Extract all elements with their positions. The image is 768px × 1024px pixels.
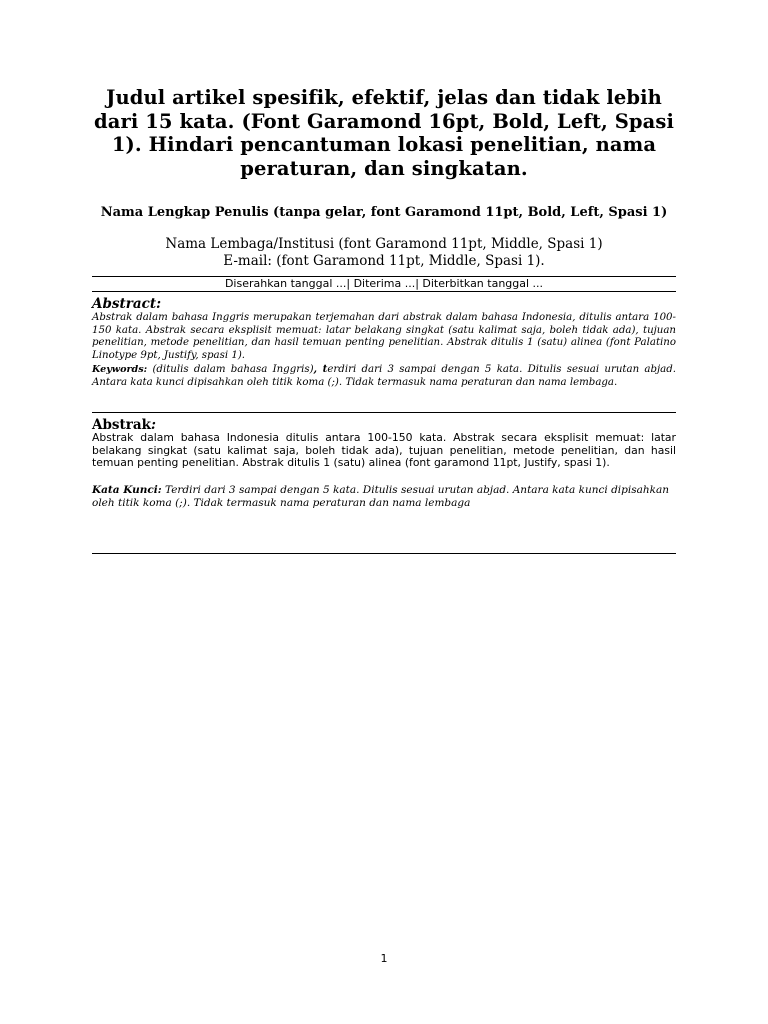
page-number: 1 — [380, 952, 388, 965]
document-page — [92, 0, 676, 1024]
keywords-id-label: Kata Kunci: — [92, 484, 162, 496]
keywords-id-text: Terdiri dari 3 sampai dengan 5 kata. Ditulis sesuai urutan abjad. Antara kata kunci dipisahkan oleh titik koma (;). Tidak termasuk nama peraturan dan nama lembaga — [92, 484, 670, 509]
keywords-id — [92, 484, 676, 510]
keywords-en-separator: , t — [313, 363, 328, 375]
article-title: Judul artikel spesifik, efektif, jelas dan tidak lebih dari 15 kata. (Font Garamond 16pt, Bold, Left, Spasi 1). Hindari pencantuman lokasi penelitian, nama peraturan, dan singkatan. — [94, 86, 674, 180]
keywords-en-label: Keywords: — [92, 364, 148, 375]
abstract-en-heading: Abstract: — [92, 296, 162, 312]
abstract-en-text: Abstrak dalam bahasa Inggris merupakan terjemahan dari abstrak dalam bahasa Indonesia, ditulis antara 100-150 kata. Abstrak secara eksplisit memuat: latar belakang singkat (satu kalimat saja, boleh tidak ada), tujuan penelitian, metode penelitian, dan hasil temuan penting penelitian. Abstrak ditulis 1 (satu) alinea (font Palatino Linotype 9pt, Justify, spasi 1). — [92, 312, 676, 361]
divider-abstract — [92, 412, 676, 413]
keywords-en-part1: (ditulis dalam bahasa Inggris) — [147, 364, 314, 375]
abstract-id-heading-colon: : — [150, 417, 156, 433]
author-name: Nama Lengkap Penulis (tanpa gelar, font Garamond 11pt, Bold, Left, Spasi 1) — [100, 205, 668, 220]
author-institution: Nama Lembaga/Institusi (font Garamond 11pt, Middle, Spasi 1) — [165, 236, 603, 252]
keywords-en-part2: erdiri dari 3 sampai dengan 5 kata. Ditulis sesuai urutan abjad. Antara kata kunci dipisahkan oleh titik koma (;). Tidak termasuk nama peraturan dan nama lembaga. — [92, 364, 676, 388]
divider-bottom — [92, 553, 676, 554]
divider-dates-bottom — [92, 291, 676, 292]
keywords-en — [92, 363, 676, 389]
abstract-id-text: Abstrak dalam bahasa Indonesia ditulis antara 100-150 kata. Abstrak secara eksplisit memuat: latar belakang singkat (satu kalimat saja, boleh tidak ada), tujuan penelitian, metode penelitian, dan hasil temuan penting penelitian. Abstrak ditulis 1 (satu) alinea (font garamond 11pt, Justify, spasi 1). — [92, 431, 676, 470]
abstract-id-heading-text: Abstrak — [92, 417, 151, 433]
submission-dates: Diserahkan tanggal ...| Diterima ...| Diterbitkan tanggal ... — [224, 277, 544, 290]
author-email: E-mail: (font Garamond 11pt, Middle, Spasi 1). — [223, 253, 545, 269]
